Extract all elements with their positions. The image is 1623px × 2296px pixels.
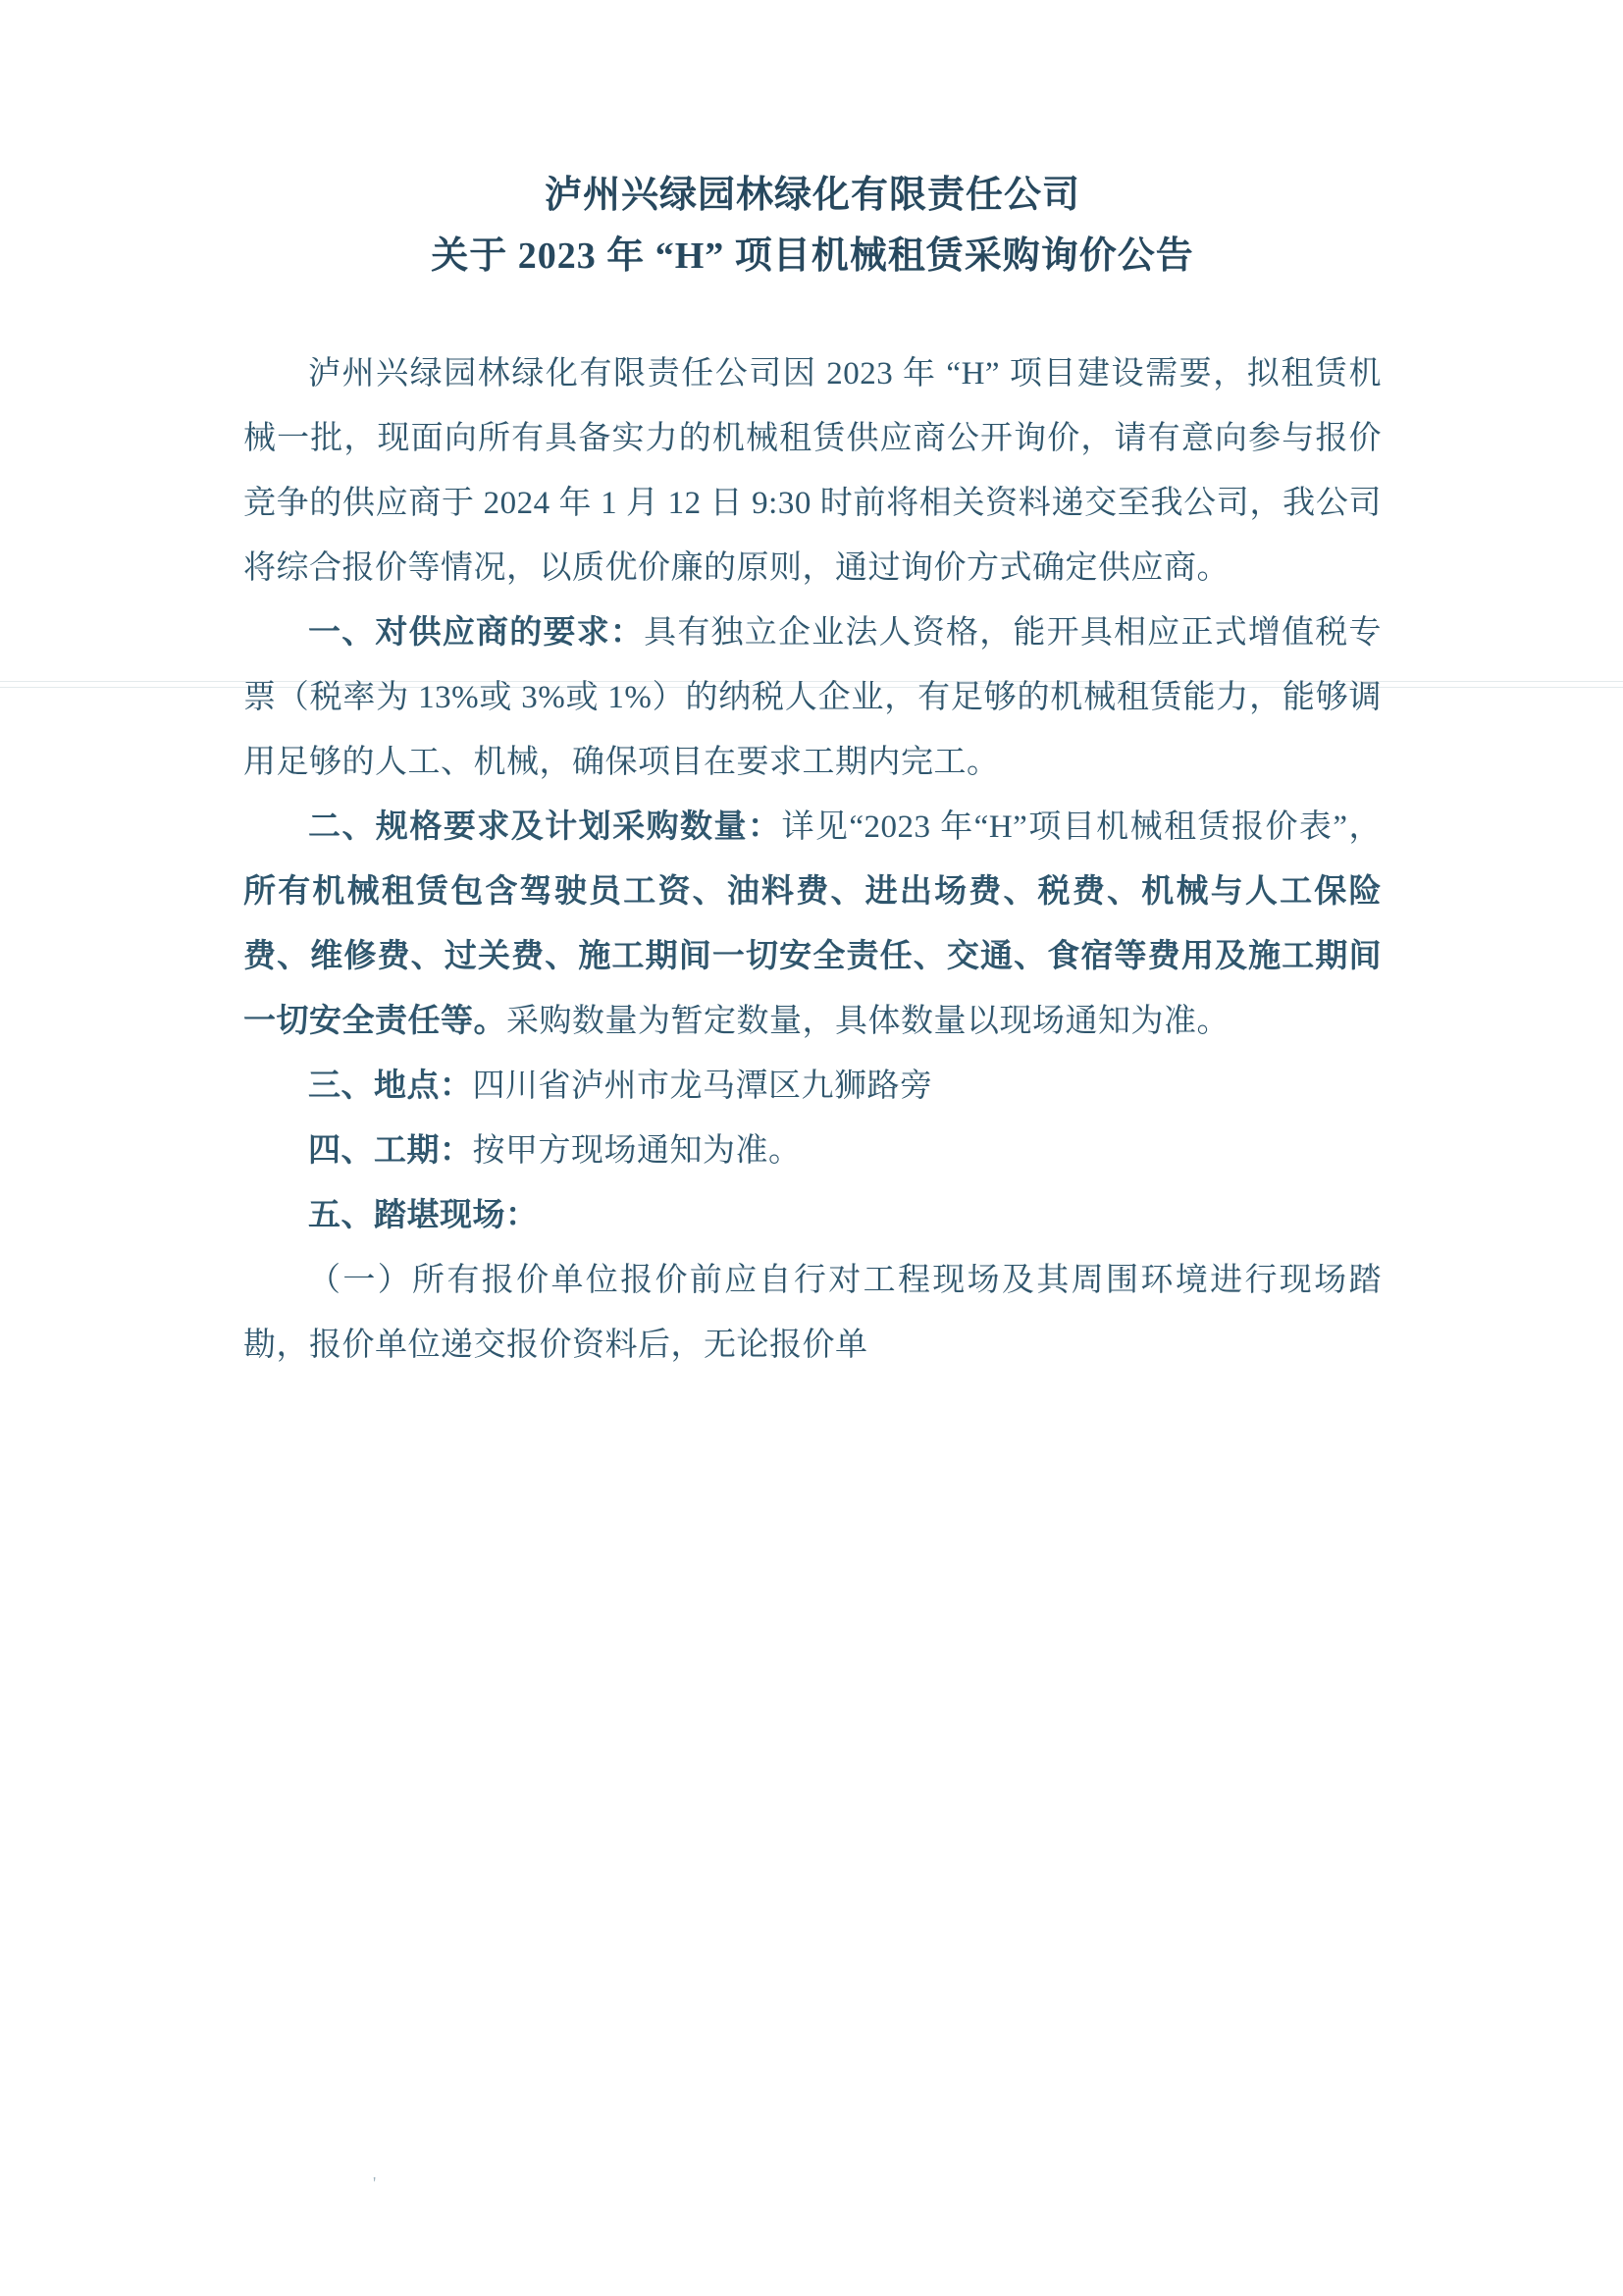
title-line-2: 关于 2023 年 “H” 项目机械租赁采购询价公告	[431, 235, 1194, 277]
section-two-heading: 二、规格要求及计划采购数量：	[308, 809, 782, 845]
paragraph-section-three	[243, 1054, 1382, 1119]
section-five-heading: 五、踏堪现场：	[308, 1198, 539, 1233]
paragraph-section-four	[243, 1119, 1382, 1183]
document-title	[243, 165, 1382, 287]
document-body	[243, 341, 1382, 1378]
section-three-text: 四川省泸州市龙马潭区九狮路旁	[472, 1069, 933, 1104]
section-four-heading: 四、工期：	[308, 1133, 473, 1169]
section-two-text-after: 采购数量为暂定数量，具体数量以现场通知为准。	[506, 1004, 1230, 1039]
section-one-text: 具有独立企业法人资格，能开具相应正式增值税专票（税率为 13%或 3%或 1%）的纳税人企业，有足够的机械租赁能力，能够调用足够的人工、机械，确保项目在要求工期内完工。	[243, 615, 1383, 780]
document-content	[243, 165, 1382, 1378]
section-two-text-bold: 所有机械租赁包含驾驶员工资、油料费、进出场费、税费、机械与人工保险费、维修费、过关费、施工期间一切安全责任、交通、食宿等费用及施工期间一切安全责任等。	[243, 874, 1382, 1039]
section-one-heading: 一、对供应商的要求：	[308, 615, 645, 651]
page-footer-mark: '	[373, 2173, 377, 2193]
paragraph-section-one	[243, 600, 1382, 795]
paragraph-section-five	[243, 1183, 1382, 1248]
paragraph-section-two	[243, 795, 1382, 1054]
section-three-heading: 三、地点：	[308, 1069, 473, 1104]
section-two-text-before: 详见“2023 年“H”项目机械租赁报价表”，	[781, 809, 1383, 845]
paragraph-item-one: （一）所有报价单位报价前应自行对工程现场及其周围环境进行现场踏勘，报价单位递交报价资料后，无论报价单	[243, 1263, 1382, 1363]
title-line-1: 泸州兴绿园林绿化有限责任公司	[544, 175, 1080, 216]
section-four-text: 按甲方现场通知为准。	[472, 1133, 802, 1169]
paragraph-intro: 泸州兴绿园林绿化有限责任公司因 2023 年 “H” 项目建设需要，拟租赁机械一批，现面向所有具备实力的机械租赁供应商公开询价，请有意向参与报价竞争的供应商于 2024 年 1 月 12 日 9:30 时前将相关资料递交至我公司，我公司将综合报价等情况，以质优价廉的原则，通过询价方式确定供应商。	[243, 356, 1382, 586]
